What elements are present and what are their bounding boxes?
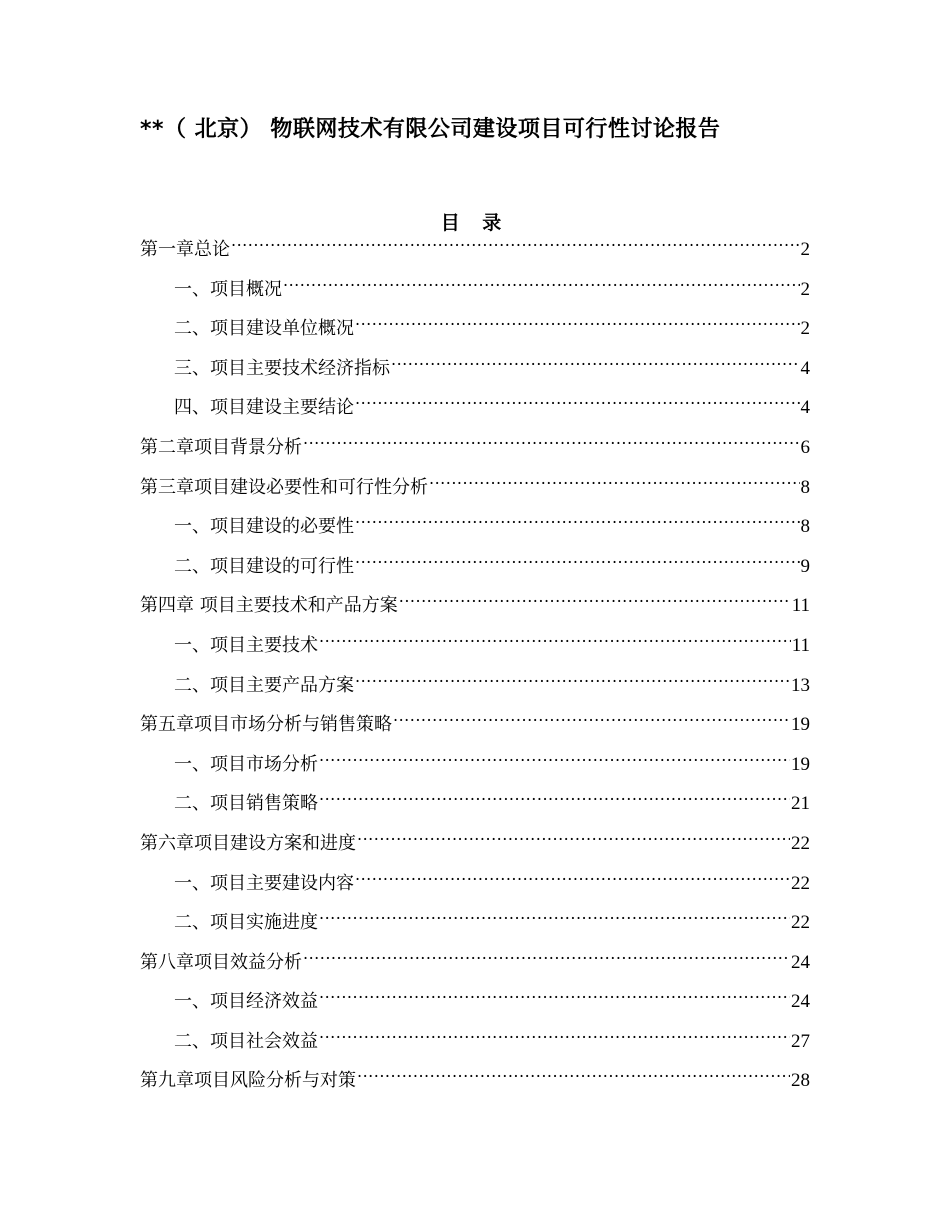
toc-dot-leader [319,906,790,928]
toc-entry-label: 二、项目实施进度 [174,912,318,934]
toc-entry-label: 第九章项目风险分析与对策 [140,1070,356,1092]
toc-dot-leader [355,867,790,889]
toc-page-number: 2 [800,278,810,300]
toc-dot-leader [303,431,800,453]
toc-page-number: 4 [800,357,810,379]
toc-chapter-entry[interactable] [140,1064,810,1104]
toc-dot-leader [231,233,800,255]
toc-entry-label: 一、项目建设的必要性 [174,516,354,538]
toc-dot-leader [319,787,790,809]
toc-section-entry[interactable] [140,629,810,669]
toc-entry-label: 一、项目经济效益 [174,991,318,1013]
toc-entry-label: 第六章项目建设方案和进度 [140,832,356,854]
toc-entry-label: 第二章项目背景分析 [140,436,302,458]
toc-dot-leader [319,985,790,1007]
toc-page-number: 22 [791,912,810,934]
toc-dot-leader [357,827,790,849]
toc-dot-leader [357,1064,790,1086]
toc-page-number: 11 [791,595,810,617]
document-title: **（ 北京） 物联网技术有限公司建设项目可行性讨论报告 [140,117,721,142]
toc-chapter-entry[interactable] [140,589,810,629]
toc-entry-label: 一、项目主要技术 [174,634,318,656]
toc-entry-label: 第三章项目建设必要性和可行性分析 [140,476,428,498]
toc-chapter-entry[interactable] [140,471,810,511]
toc-page-number: 9 [800,555,810,577]
toc-chapter-entry[interactable] [140,431,810,471]
toc-section-entry[interactable] [140,273,810,313]
toc-page-number: 24 [791,991,810,1013]
toc-dot-leader [355,312,800,334]
toc-dot-leader [303,946,790,968]
toc-page-number: 21 [791,793,810,815]
toc-page-number: 28 [791,1070,810,1092]
toc-section-entry[interactable] [140,510,810,550]
toc-chapter-entry[interactable] [140,233,810,273]
toc-page-number: 11 [791,634,810,656]
toc-dot-leader [283,273,800,295]
toc-entry-label: 四、项目建设主要结论 [174,397,354,419]
toc-entry-label: 二、项目建设单位概况 [174,318,354,340]
toc-section-entry[interactable] [140,906,810,946]
toc-entry-label: 一、项目市场分析 [174,753,318,775]
toc-chapter-entry[interactable] [140,946,810,986]
toc-chapter-entry[interactable] [140,827,810,867]
toc-entry-label: 一、项目主要建设内容 [174,872,354,894]
toc-dot-leader [355,391,800,413]
toc-page-number: 8 [800,516,810,538]
toc-dot-leader [355,510,800,532]
toc-page-number: 4 [800,397,810,419]
toc-dot-leader [391,352,800,374]
toc-page-number: 24 [791,951,810,973]
toc-entry-label: 二、项目建设的可行性 [174,555,354,577]
toc-entry-label: 二、项目销售策略 [174,793,318,815]
toc-chapter-entry[interactable] [140,708,810,748]
toc-dot-leader [319,1025,790,1047]
toc-page-number: 19 [791,753,810,775]
toc-heading: 目 录 [440,212,510,234]
toc-dot-leader [319,748,790,770]
toc-section-entry[interactable] [140,352,810,392]
toc-dot-leader [393,708,790,730]
toc-section-entry[interactable] [140,1025,810,1065]
toc-page-number: 8 [800,476,810,498]
toc-page-number: 27 [791,1030,810,1052]
toc-section-entry[interactable] [140,985,810,1025]
toc-dot-leader [429,471,800,493]
toc-page-number: 22 [791,832,810,854]
toc-entry-label: 一、项目概况 [174,278,282,300]
table-of-contents [140,233,810,1104]
toc-entry-label: 二、项目主要产品方案 [174,674,354,696]
toc-section-entry[interactable] [140,550,810,590]
toc-entry-label: 第八章项目效益分析 [140,951,302,973]
toc-section-entry[interactable] [140,312,810,352]
toc-section-entry[interactable] [140,867,810,907]
toc-dot-leader [399,589,791,611]
toc-section-entry[interactable] [140,669,810,709]
toc-entry-label: 第五章项目市场分析与销售策略 [140,714,392,736]
toc-section-entry[interactable] [140,391,810,431]
toc-page-number: 13 [791,674,810,696]
toc-dot-leader [319,629,791,651]
toc-page-number: 19 [791,714,810,736]
toc-page-number: 2 [800,318,810,340]
toc-dot-leader [355,669,790,691]
toc-dot-leader [355,550,800,572]
toc-section-entry[interactable] [140,787,810,827]
toc-page-number: 22 [791,872,810,894]
toc-entry-label: 第一章总论 [140,239,230,260]
toc-page-number: 2 [800,239,810,260]
toc-entry-label: 第四章 项目主要技术和产品方案 [140,595,398,617]
toc-entry-label: 二、项目社会效益 [174,1030,318,1052]
toc-section-entry[interactable] [140,748,810,788]
toc-entry-label: 三、项目主要技术经济指标 [174,357,390,379]
toc-page-number: 6 [800,436,810,458]
